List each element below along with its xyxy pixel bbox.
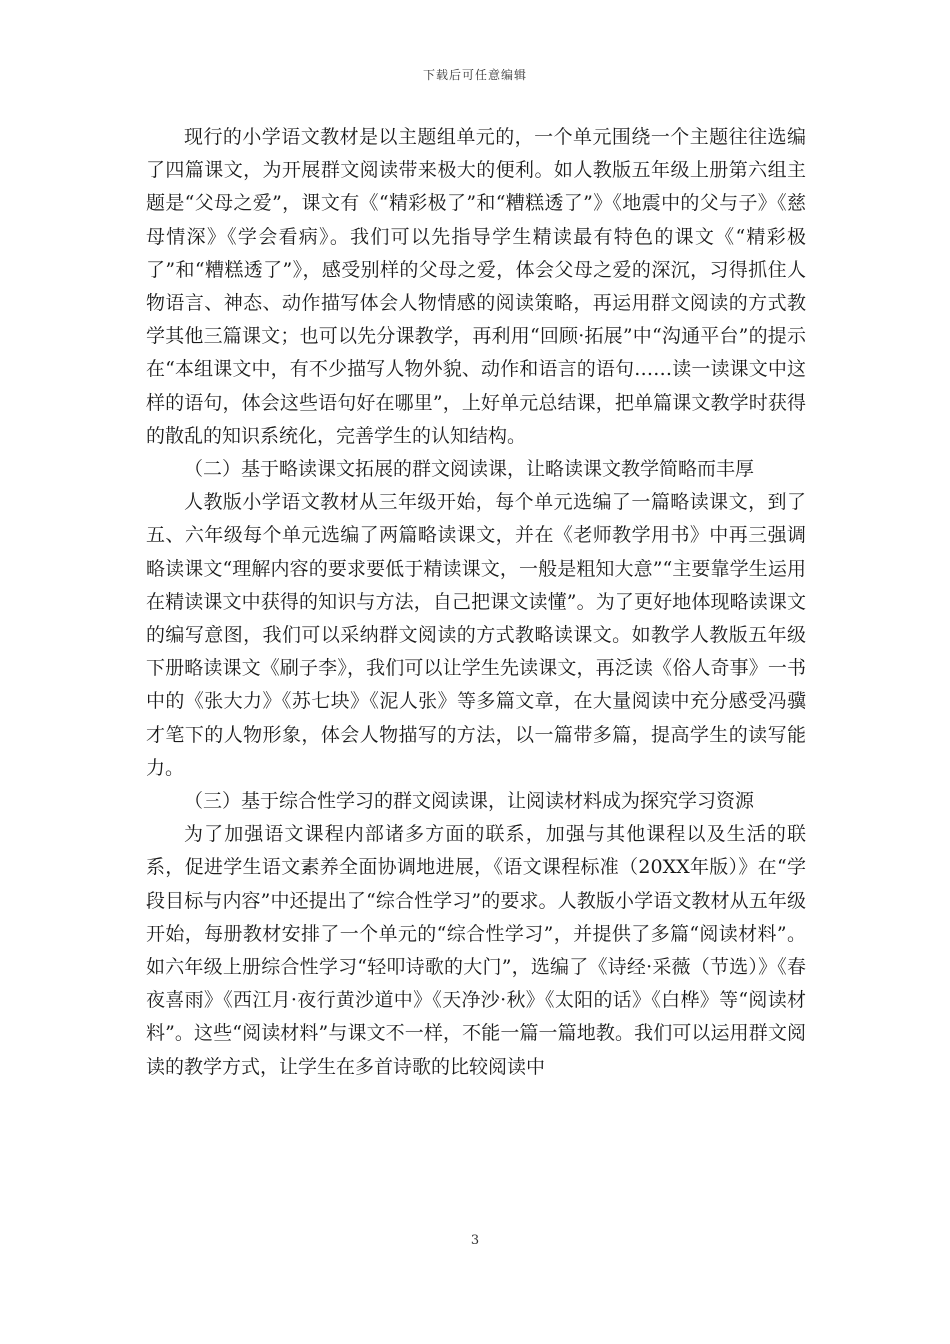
section-heading-2: （二）基于略读课文拓展的群文阅读课，让略读课文教学简略而丰厚 xyxy=(184,458,755,481)
page-header: 下载后可任意编辑 xyxy=(422,68,527,82)
page-number: 3 xyxy=(470,1233,480,1248)
paragraph-skim-reading: 人教版小学语文教材从三年级开始，每个单元选编了一篇略读课文，到了五、六年级每个单元选编了两篇略读课文，并在《老师教学用书》中再三强调略读课文“理解内容的要求要低于精读课文，一般是粗知大意”“主要靠学生运用在精读课文中获得的知识与方法，自己把课文读懂”。为了更好地体现略读课文的编写意图，我们可以采纳群文阅读的方式教略读课文。如教学人教版五年级下册略读课文《刷子李》，我们可以让学生先读课文，再泛读《俗人奇事》一书中的《张大力》《苏七块》《泥人张》等多篇文章，在大量阅读中充分感受冯骥才笔下的人物形象，体会人物描写的方法，以一篇带多篇，提高学生的读写能力。 xyxy=(146,491,806,779)
section-heading-3: （三）基于综合性学习的群文阅读课，让阅读材料成为探究学习资源 xyxy=(184,790,755,813)
paragraph-comprehensive-learning: 为了加强语文课程内部诸多方面的联系，加强与其他课程以及生活的联系，促进学生语文素养全面协调地进展，《语文课程标准（20XX年版）》在“学段目标与内容”中还提出了“综合性学习”的要求。人教版小学语文教材从五年级开始，每册教材安排了一个单元的“综合性学习”，并提供了多篇“阅读材料”。如六年级上册综合性学习“轻叩诗歌的大门”，选编了《诗经·采薇（节选）》《春夜喜雨》《西江月·夜行黄沙道中》《天净沙·秋》《太阳的话》《白桦》等“阅读材料”。这些“阅读材料”与课文不一样，不能一篇一篇地教。我们可以运用群文阅读的教学方式，让学生在多首诗歌的比较阅读中 xyxy=(146,823,806,1078)
document-body xyxy=(146,121,806,1084)
paragraph-unit-theme: 现行的小学语文教材是以主题组单元的，一个单元围绕一个主题往往选编了四篇课文，为开展群文阅读带来极大的便利。如人教版五年级上册第六组主题是“父母之爱”，课文有《“精彩极了”和“糟糕透了”》《地震中的父与子》《慈母情深》《学会看病》。我们可以先指导学生精读最有特色的课文《“精彩极了”和“糟糕透了”》，感受别样的父母之爱，体会父母之爱的深沉，习得抓住人物语言、神态、动作描写体会人物情感的阅读策略，再运用群文阅读的方式教学其他三篇课文；也可以先分课教学，再利用“回顾·拓展”中“沟通平台”的提示在“本组课文中，有不少描写人物外貌、动作和语言的语句……读一读课文中这样的语句，体会这些语句好在哪里”，上好单元总结课，把单篇课文教学时获得的散乱的知识系统化，完善学生的认知结构。 xyxy=(146,126,806,447)
